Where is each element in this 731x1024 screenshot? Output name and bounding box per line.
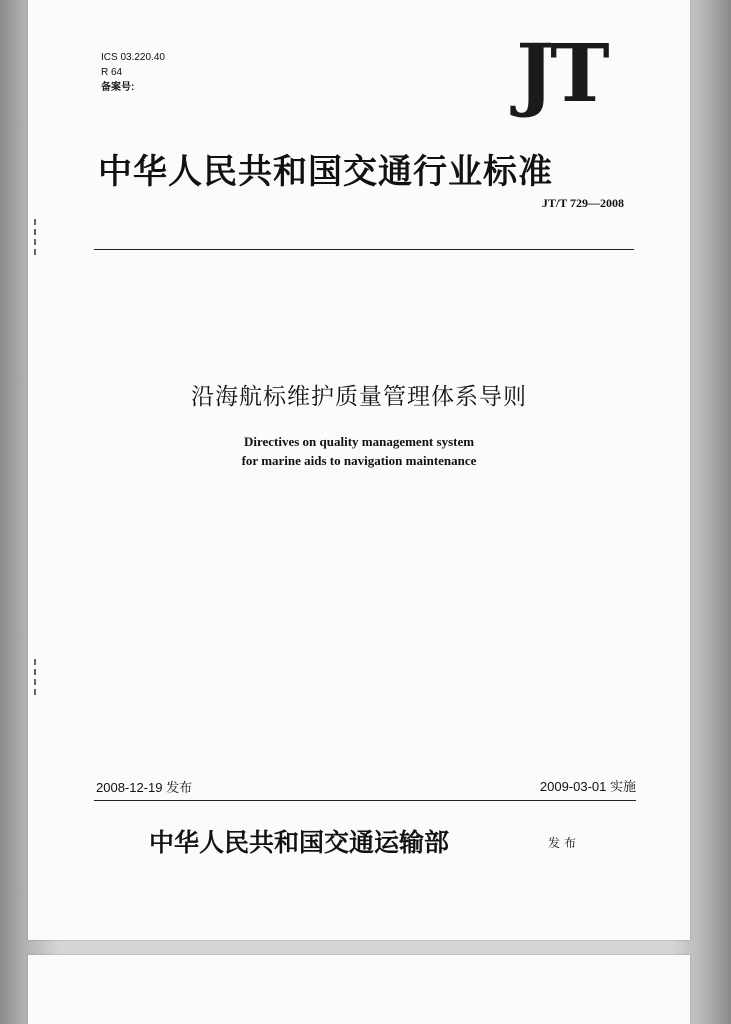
document-title-en [28,432,690,470]
scan-edge-marks [34,655,38,699]
record-number: 备案号: [101,82,135,93]
implementation-date: 2009-03-01 实施 [539,779,636,794]
classification-code: R 64 [101,67,123,78]
document-title-cn: 沿海航标维护质量管理体系导则 [191,384,527,410]
title-en-line: Directives on quality management system [243,434,475,449]
scan-edge-marks [34,215,38,259]
standard-code: JT/T 729—2008 [541,196,624,210]
divider [94,249,634,250]
header-title: 中华人民共和国交通行业标准 [98,152,553,192]
issuer-suffix: 发布 [548,836,581,850]
divider [94,800,636,801]
title-en-line: for marine aids to navigation maintenance [241,453,477,468]
classification-block [101,50,165,95]
issue-date: 2008-12-19 发布 [96,780,193,795]
next-page [28,955,690,1024]
document-page [28,0,690,940]
jt-logo: JT [516,26,606,120]
issuer-name: 中华人民共和国交通运输部 [149,828,450,857]
ics-code: ICS 03.220.40 [101,52,165,63]
